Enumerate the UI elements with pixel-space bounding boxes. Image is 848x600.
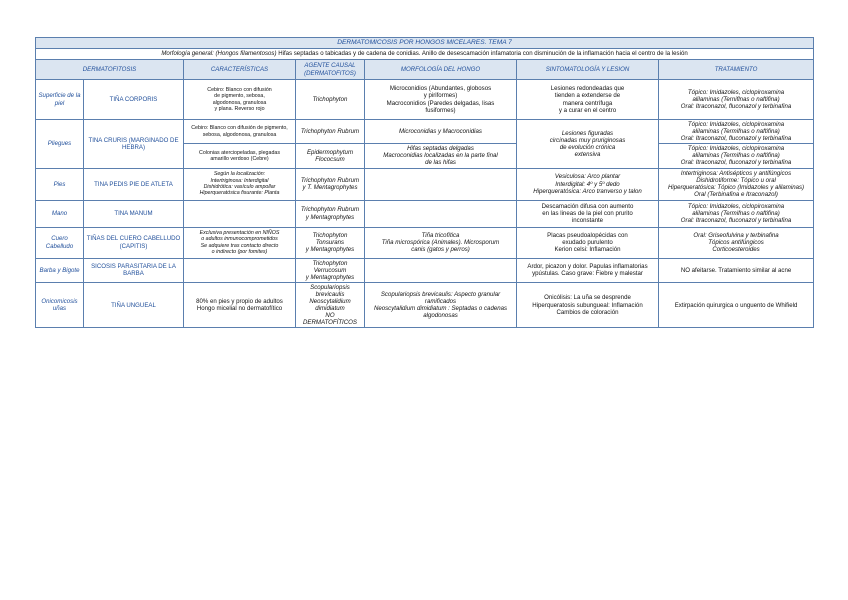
cell-line: amarillo verdoso (Cebre)	[210, 155, 269, 162]
cell-line: Onicólisis: La uña se desprende	[544, 294, 631, 302]
cell-line: Lesiones figuradas	[561, 129, 614, 137]
disease-cell: SICOSIS PARASITARIA DE LA BARBA	[84, 258, 184, 282]
location-cell: Mano	[36, 200, 84, 227]
cell-line: Dishidrótica: vasículo ampollar	[203, 184, 276, 191]
cell-line: y Mentagrophytes	[305, 246, 355, 254]
agent-cell	[296, 144, 365, 168]
cell-line: Epidermophytum	[306, 148, 354, 156]
cell-line: Oral: Itraconazol, fluconazol y terbinafina	[680, 103, 792, 111]
cell-line: Hiperqueratósica fisurante: Planta	[199, 190, 280, 197]
cell-line: Extirpación quirurgica o unguento de Whifield	[674, 301, 798, 309]
location-cell: Superficie de la piel	[36, 80, 84, 120]
treatment-cell	[659, 80, 814, 120]
cell-line: Hiperqueratósica: Tópico (Imidazoles y alilaminas)	[667, 184, 805, 192]
morphology-cell	[365, 144, 517, 168]
cell-line: Trichophyton Rubrum	[300, 128, 360, 136]
agent-cell	[296, 227, 365, 258]
characteristics-cell	[184, 120, 296, 144]
cell-line: Oral: Griseofulvina y terbinafina	[693, 231, 779, 239]
morphology-cell	[365, 80, 517, 120]
cell-line: o indirecto (por fomites)	[211, 248, 268, 255]
morphology-cell	[365, 200, 517, 227]
location-cell: Barba y Bigote	[36, 258, 84, 282]
cell-line: Lesiones redondeadas que	[550, 85, 625, 93]
cell-line: Exclusiva presentación en NIÑOS	[199, 229, 280, 236]
cell-line: 80% en pies y propio de adultos	[196, 298, 283, 306]
characteristics-cell	[184, 227, 296, 258]
cell-line: inconstante	[571, 217, 604, 225]
cell-line: Ardor, picazon y dolor. Papulas inflamatorias	[527, 263, 648, 271]
disease-cell: TIÑA UNGUEAL	[84, 282, 184, 328]
cell-line: Intertriginosa: Interdigital	[210, 177, 269, 184]
cell-line: circinadas muy pruriginosas	[549, 136, 626, 144]
cell-line: Hifas septadas delgadas	[407, 145, 474, 153]
cell-line: Tópico: Imidazoles, ciclopiroxamina	[687, 88, 785, 96]
cell-line: NO afeitarse. Tratamiento similar al acne	[680, 266, 792, 274]
table-row	[36, 168, 814, 200]
cell-line: canis (gatos y perros)	[411, 246, 470, 254]
cell-line: manera centrífuga	[562, 99, 613, 107]
cell-line: y a curar en el centro	[558, 106, 617, 114]
cell-line: Kerion celsi: Inflamación	[554, 246, 621, 254]
cell-line: Tópico: Imidazoles, ciclopiroxamina	[687, 121, 785, 128]
disease-cell: TIÑA CORPORIS	[84, 80, 184, 120]
cell-line: Hiperqueratosis subungueal: Inflamación	[532, 301, 643, 309]
symptoms-cell	[517, 200, 659, 227]
cell-line: Microconidias y Macroconidias	[399, 128, 482, 136]
treatment-cell	[659, 120, 814, 144]
cell-line: Hongo micelial no dermatofítico	[196, 305, 283, 313]
cell-line: DERMATOFÍTICOS	[303, 319, 357, 327]
cell-line: tienden a extenderse de	[554, 92, 621, 100]
cell-line: Tiña tricofítica	[421, 231, 460, 239]
morphology-cell	[365, 227, 517, 258]
header-caracteristicas: CARACTERÍSTICAS	[184, 60, 296, 80]
cell-line: alilaminas (Terniflnas o naftifina)	[692, 95, 780, 103]
treatment-cell	[659, 168, 814, 200]
cell-line: o adultos inmunocomprometidos	[201, 236, 278, 243]
cell-line: ypústulas. Caso grave: Fiebre y malestar	[532, 270, 643, 278]
cell-line: Scopulariopsis brevicaulis: Aspecto granular	[380, 290, 501, 298]
cell-line: Trichophyton	[312, 95, 348, 103]
general-morphology-text: Hifas septadas o tabicadas y de cadena de conidias. Anillo de desescamación infamatoria con disminución de la inflamación hacia el centro de la lesión	[278, 50, 688, 58]
cell-line: Colonias aterciopeladas, plegadas	[199, 149, 280, 156]
general-morphology	[36, 49, 814, 60]
cell-line: de evolución crónica	[559, 143, 616, 151]
header-dermatofitosis: DERMATOFITOSIS	[36, 60, 184, 80]
cell-line: Corticoesteroides	[712, 246, 760, 254]
cell-line: extensiva	[574, 150, 601, 158]
cell-line: y piriformes)	[423, 92, 458, 100]
table-row	[36, 200, 814, 227]
cell-line: fusiformes)	[425, 106, 456, 114]
cell-line: alilaminas (Termifnas o naftifina)	[692, 152, 780, 160]
cell-line: Oral (Terbinafina e Itraconazol)	[694, 191, 778, 199]
table-row	[36, 282, 814, 328]
location-cell: Pliegues	[36, 120, 84, 169]
cell-line: exudado purulento	[562, 239, 613, 247]
characteristics-cell	[184, 282, 296, 328]
table-row	[36, 227, 814, 258]
disease-cell: TINA PEDIS PIE DE ATLETA	[84, 168, 184, 200]
cell-line: Vesiculosa: Arco plantar	[554, 173, 621, 181]
morphology-cell	[365, 282, 517, 328]
cell-line: Macroconidios (Paredes delgadas, lisas	[386, 99, 495, 107]
cell-line: Oral: Itraconazol, fluconazol y terbinafina	[680, 217, 792, 225]
symptoms-cell	[517, 120, 659, 169]
header-tratamiento: TRATAMIENTO	[659, 60, 814, 80]
table-row	[36, 258, 814, 282]
cell-line: Tiña microspórica (Animales). Microsporum	[381, 239, 500, 247]
location-cell: Pies	[36, 168, 84, 200]
characteristics-cell	[184, 200, 296, 227]
table-row	[36, 80, 814, 120]
cell-line: algodonosa, granulosa	[212, 99, 267, 106]
disease-cell: TINA MANUM	[84, 200, 184, 227]
cell-line: Neoscytalidium dimidiatum	[309, 298, 351, 313]
treatment-cell	[659, 200, 814, 227]
cell-line: Cebiro: Blanco con difusión de pigmento,	[191, 125, 288, 132]
cell-line: y Mentagrophytes	[305, 273, 355, 281]
cell-line: y plana. Reverso rojo	[214, 105, 265, 112]
cell-line: Interdigital: 4º y 5º dedo	[555, 180, 620, 188]
header-sintomatologia: SINTOMATOLOGÍA Y LESION	[517, 60, 659, 80]
cell-line: Tópico: Imidazoles, ciclopiroxamina	[687, 202, 785, 210]
treatment-cell	[659, 258, 814, 282]
table-title: DERMATOMICOSIS POR HONGOS MICELARES. TEMA 7	[36, 38, 814, 49]
location-cell: Cuero Cabelludo	[36, 227, 84, 258]
cell-line: Flococsum	[315, 155, 345, 163]
cell-line: Trichophyton Rubrum	[300, 206, 360, 214]
cell-line: en las lineas de la piel con prurito	[542, 210, 633, 218]
treatment-cell	[659, 282, 814, 328]
cell-line: Se adquiere tras contacto directo	[200, 242, 279, 249]
cell-line: Cambios de coloración	[556, 308, 619, 316]
cell-line: y T. Mentagrophytes	[302, 184, 358, 192]
cell-line: Hiperqueratósica: Arco tranverso y talon	[533, 187, 642, 195]
cell-line: de pigmento, sebosa,	[214, 93, 265, 100]
cell-line: Descamación difusa con aumento	[541, 202, 634, 210]
disease-cell: TIÑAS DEL CUERO CABELLUDO (CAPITIS)	[84, 227, 184, 258]
cell-line: alilaminas (Termifnas o naftifina)	[692, 210, 780, 218]
agent-cell	[296, 168, 365, 200]
morphology-cell	[365, 168, 517, 200]
cell-line: Intertriginosa: Antisépticos y antifúngicos	[680, 169, 792, 177]
cell-line: sebosa, algodonosa, granulosa	[202, 131, 277, 138]
cell-line: Según la localización:	[213, 171, 266, 178]
cell-line: Dishidrotiforme: Tópico u oral	[696, 176, 776, 184]
header-morfologia: MORFOLOGÍA DEL HONGO	[365, 60, 517, 80]
symptoms-cell	[517, 227, 659, 258]
symptoms-cell	[517, 80, 659, 120]
agent-cell	[296, 200, 365, 227]
morphology-cell	[365, 120, 517, 144]
cell-line: y Mentagrophytes	[305, 213, 355, 221]
characteristics-cell	[184, 168, 296, 200]
cell-line: Oral: Itraconazol, fluconazol y terbinafina	[680, 135, 792, 143]
treatment-cell	[659, 144, 814, 168]
cell-line: Oral: Itraconazol, fluconazol y terbinafina	[680, 159, 792, 167]
cell-line: algodonosas	[423, 312, 458, 320]
disease-cell: TINA CRURIS (MARGINADO DE HEBRA)	[84, 120, 184, 169]
cell-line: Neoscytalidium dimidiatum : Septadas o cadenas	[373, 305, 508, 313]
agent-cell	[296, 120, 365, 144]
cell-line: Trichophyton Verrucosum	[312, 259, 348, 274]
agent-cell	[296, 258, 365, 282]
cell-line: Tópicos antifúngicos	[708, 239, 764, 247]
symptoms-cell	[517, 258, 659, 282]
cell-line: Cebiro: Blanco con difusión	[207, 86, 272, 93]
characteristics-cell	[184, 144, 296, 168]
morphology-cell	[365, 258, 517, 282]
symptoms-cell	[517, 168, 659, 200]
cell-line: alilaminas (Termifnas o naftifina)	[692, 128, 780, 136]
cell-line: Microconidios (Abundantes, globosos	[389, 85, 492, 93]
agent-cell	[296, 282, 365, 328]
characteristics-cell	[184, 80, 296, 120]
treatment-cell	[659, 227, 814, 258]
cell-line: Placas pseudoalopécidas con	[547, 231, 628, 239]
location-cell: Onicomicosis uñas	[36, 282, 84, 328]
dermatomicosis-table	[35, 37, 814, 328]
table-row	[36, 120, 814, 144]
agent-cell	[296, 80, 365, 120]
cell-line: Macroconidias localizadas en la parte final	[383, 152, 498, 160]
cell-line: ramificados	[424, 298, 457, 306]
cell-line: Trichophyton Rubrum	[300, 176, 360, 184]
cell-line: NO	[325, 312, 335, 320]
general-morphology-lead: Morfología general: (Hongos filamentosos)	[161, 50, 277, 58]
symptoms-cell	[517, 282, 659, 328]
cell-line: Scopulariopsis brevicaulis	[310, 283, 350, 298]
characteristics-cell	[184, 258, 296, 282]
header-agente-causal: AGENTE CAUSAL (DERMATOFITOS)	[296, 60, 365, 80]
cell-line: Trichophyton Tonsurans	[312, 231, 348, 247]
cell-line: de las hifas	[425, 159, 456, 167]
cell-line: Tópico: Imidazoles, ciclopiroxamina	[687, 145, 785, 153]
